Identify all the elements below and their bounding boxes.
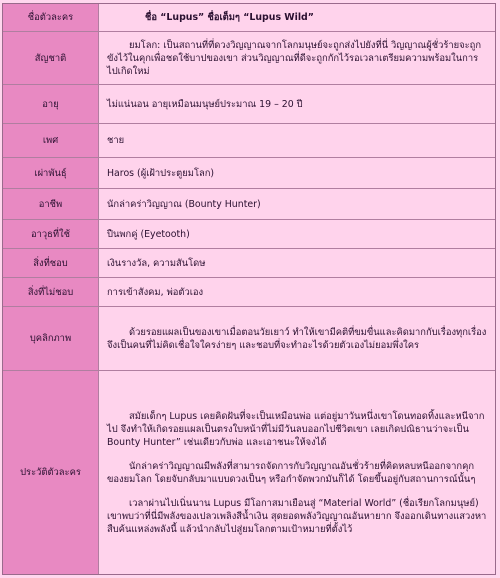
label-age: อายุ bbox=[3, 85, 99, 123]
label-tribe: เผ่าพันธุ์ bbox=[3, 158, 99, 188]
value-sex: ชาย bbox=[107, 135, 125, 146]
value-history bbox=[99, 371, 495, 574]
row-history bbox=[3, 371, 495, 574]
label-job: อาชีพ bbox=[3, 189, 99, 219]
history-paragraph-3: เวลาผ่านไปเนิ่นนาน Lupus มีโอกาสมาเยือนสู่ “Material World” (ชื่อเรียกโลกมนุษย์) เขาพบว่าที่นี่มีพลังของเปลวเพลิงสีน้ำเงิน สุดยอดพลังวิญญาณอันหายาก จึงออกเดินทางแสวงหาสืบค้นแหล่งพลังนี้ แล้วนำกลับไปสู่ยมโลกตามเป้าหมายที่ตั้งไว้ bbox=[107, 497, 487, 535]
value-race: ยมโลก: เป็นสถานที่ที่ดวงวิญญาณจากโลกมนุษย์จะถูกส่งไปยังที่นี่ วิญญาณผู้ชั่วร้ายจะถูกขังไว้ในคุกเพื่อชดใช้บาปของเขา ส่วนวิญญาณที่ดีจะถูกกักไว้รอเวลาเตรียมความพร้อมในการไปเกิดใหม่ bbox=[107, 39, 482, 77]
label-history: ประวัติตัวละคร bbox=[3, 371, 99, 574]
value-likes: เงินรางวัล, ความสันโดษ bbox=[107, 257, 206, 269]
row-job bbox=[3, 189, 495, 220]
value-personality: ด้วยรอยแผลเป็นของเขาเมื่อตอนวัยเยาว์ ทำให้เขามีคติที่ขมขื่นและคิดมากกับเรื่องทุกเรื่อง จึงเป็นคนที่ไม่คิดเชื่อใจใครง่ายๆ และชอบที่จะทำอะไรด้วยตัวเองไม่ยอมพึ่งใคร bbox=[107, 326, 487, 351]
row-dislikes bbox=[3, 278, 495, 307]
fullname: “Lupus Wild” bbox=[243, 12, 314, 23]
row-weapon bbox=[3, 220, 495, 249]
label-sex: เพศ bbox=[3, 124, 99, 157]
value-job: นักล่าคร่าวิญญาณ (Bounty Hunter) bbox=[107, 198, 261, 210]
row-likes bbox=[3, 249, 495, 278]
label-name: ชื่อตัวละคร bbox=[3, 4, 99, 31]
label-weapon: อาวุธที่ใช้ bbox=[3, 220, 99, 248]
label-likes: สิ่งที่ชอบ bbox=[3, 249, 99, 277]
value-weapon: ปืนพกคู่ (Eyetooth) bbox=[107, 228, 190, 240]
label-personality: บุคลิกภาพ bbox=[3, 307, 99, 370]
history-paragraph-1: สมัยเด็กๆ Lupus เคยคิดฝันที่จะเป็นเหมือนพ่อ แต่อยู่มาวันหนึ่งเขาโดนทอดทิ้งและหนีจากไป จึงทำให้เกิดรอยแผลเป็นตรงใบหน้าที่ไม่มีวันลบออกไปชีวิตเขา เลยเกิดปณิธานว่าจะเป็น Bounty Hunter” เช่นเดียวกับพ่อ และเอาชนะให้จงได้ bbox=[107, 410, 485, 448]
value-name bbox=[99, 4, 495, 31]
row-tribe bbox=[3, 158, 495, 189]
value-dislikes: การเข้าสังคม, พ่อตัวเอง bbox=[107, 286, 204, 298]
history-paragraph-2: นักล่าคร่าวิญญาณมีพลังที่สามารถจัดการกับวิญญาณอันชั่วร้ายที่คิดหลบหนีออกจากคุกของยมโลก โดยจับกลับมาแบบดวงเป็นๆ หรือกำจัดพวกมันก็ได้ โดยขึ้นอยู่กับสถานการณ์นั้นๆ bbox=[107, 460, 476, 485]
row-race bbox=[3, 32, 495, 85]
row-personality bbox=[3, 307, 495, 371]
value-age: ไม่แน่นอน อายุเหมือนมนุษย์ประมาณ 19 – 20 ปี bbox=[107, 98, 303, 110]
name-prefix: ชื่อ bbox=[145, 12, 157, 23]
nickname: “Lupus” bbox=[160, 12, 205, 23]
label-dislikes: สิ่งที่ไม่ชอบ bbox=[3, 278, 99, 306]
fullname-prefix: ชื่อเต็มๆ bbox=[207, 12, 240, 23]
value-tribe: Haros (ผู้เฝ้าประตูยมโลก) bbox=[107, 167, 215, 179]
label-race: สัญชาติ bbox=[3, 32, 99, 84]
row-name bbox=[3, 4, 495, 32]
row-age bbox=[3, 85, 495, 124]
row-sex bbox=[3, 124, 495, 158]
character-profile-table bbox=[2, 3, 496, 575]
